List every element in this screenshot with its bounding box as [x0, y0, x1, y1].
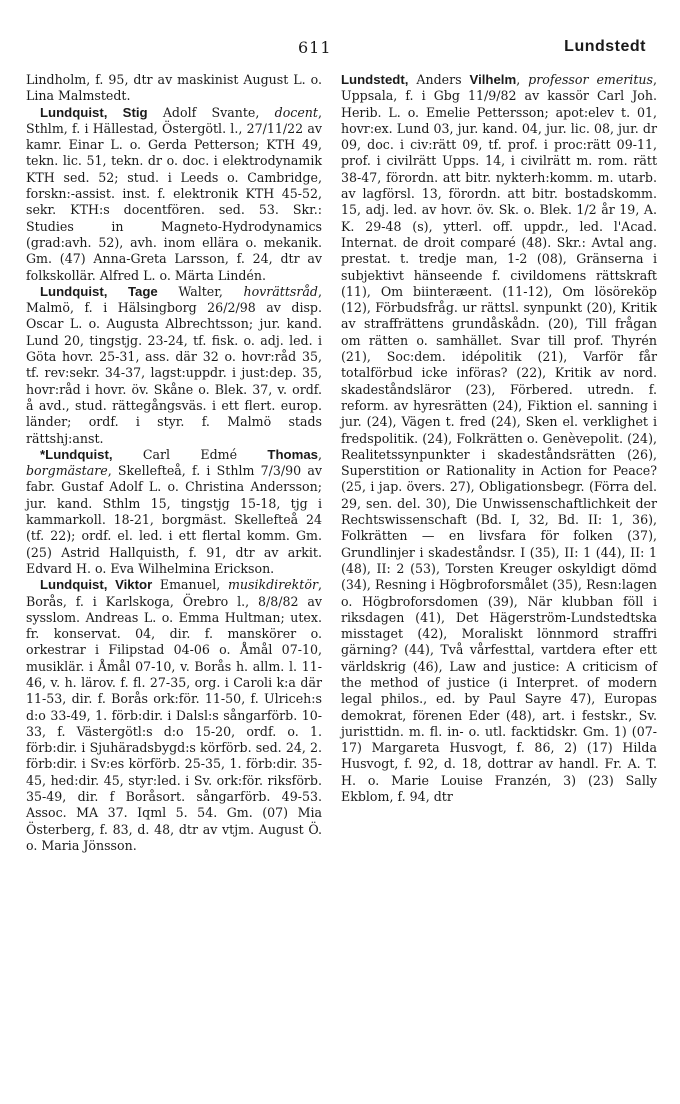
entry-surname: Lundquist,: [40, 283, 108, 299]
entry-surname: *Lundquist,: [40, 446, 113, 462]
entry-given-bold: Tage: [127, 283, 158, 299]
entry-given: ,: [317, 446, 322, 462]
entry-lundquist-viktor: [26, 577, 322, 854]
running-head: Lundstedt: [564, 38, 646, 55]
left-column: [26, 72, 322, 854]
entry-continuation: [26, 72, 322, 105]
entry-body: Lindholm, f. 95, dtr av maskinist August L. o. Lina Malmstedt.: [26, 72, 322, 104]
entry-title: musikdirektör: [227, 577, 318, 593]
entry-given: Anders: [408, 72, 470, 87]
entry-body: , Uppsala, f. i Gbg 11/9/82 av kassör Carl Joh. Herib. L. o. Emelie Pettersson; apot:elev t. 01, hovr:ex. Lund 03, jur. kand. 04, jur. lic. 08, jur. dr 09, doc. i civ:rätt 09, tf. prof. i proc:rätt 09-11, prof. i civilrätt Upps. 14, i civilrätt m. rom. rätt 38-47, förordn. att bitr. nykterh:komm. m. utarb. av lagförsl. 13, förordn. att bitr. bostadskomm. 15, adj. led. av hovr. öv. Sk. o. Blek. 1/2 år 19, A. K. 29-48 (s), ytterl. off. uppdr., led. l'Acad. Internat. de droit comparé (48). Skr.: Avtal ang. prestat. t. tredje man, 1-2 (08), Gränserna i subjektivt hänseende f. civildomens rättskraft (11), Om biinteræent. (11-12), Om lösöreköp (12), Förbudsfråg. ur rättsl. synpunkt (20), Kritik av straffrättens grundåskådn. (20), Till frågan om rätten o. samhället. Svar till prof. Thyrén (21), Soc:dem. idépolitik (21), Varför får totalförbud icke införas? (22), Kritik av nord. skadeståndsläror (23), Förbered. utredn. f. reform. av hyresrätten (24), Fiktion el. sanning i jur. (24), Vägen t. fred (24), Sken el. verklighet i fredspolitik. (24), Folkrätten o. Genèvepolit. (24), Realitetssynpunkter i skadeståndsrätten (26), Superstition or Rationality in Action for Peace? (25, i jap. övers. 27), Obligationsbegr. (Förra del. 29, sen. del. 30), Die Unwissenschaftlichkeit der Rechtswissenschaft (Bd. I, 32, Bd. II: 1, 36), Folkrätten — en livsfara för folken (37), Grundlinjer i skadeståndsr. I (35), II: 1 (44), II: 1 (48), II: 2 (53), Torsten Kreuger oskyldigt dömd (34), Resning i Högbroforsmålet (35), Resn:lagen o. Högbroforsdomen (39), När klubban föll i riksdagen (41), Det Hägerström-Lundstedtska misstaget (42), Moraliskt lönnmord straffri gärning? (44), Två vårfesttal, vartdera efter ett världskrig (46), Law and justice: A criticism of the method of justice (i Interpret. of modern legal philos., ed. by Paul Sayre 47), Europas demokrat, förenen Eder (48), art. i festskr., Sv. juristtidn. m. fl. in- o. utl. facktidskr. Gm. 1) (07-17) Margareta Husvogt, f. 86, 2) (17) Hilda Husvogt, f. 92, d. 18, dottrar av handl. Fr. A. T. H. o. Marie Louise Franzén, 3) (23) Sally Ekblom, f. 94, dtr: [341, 72, 657, 805]
entry-given: Adolf Svante,: [147, 104, 275, 120]
entry-lundstedt-vilhelm: [341, 72, 657, 805]
entry-given-bold: Vilhelm: [469, 72, 517, 87]
entry-given-bold: Viktor: [115, 577, 153, 593]
entry-given-bold: Thomas: [267, 446, 318, 462]
entry-lundquist-thomas: [26, 447, 322, 577]
entry-body: , Malmö, f. i Hälsingborg 26/2/98 av disp. Oscar L. o. Augusta Albrechtsson; jur. kand. Lund 20, tingstjg. 23-24, tf. fisk. o. adj. led. i Göta hovr. 25-31, ass. där 32 o. hovr:råd 35, tf. rev:sekr. 34-37, lagst:uppdr. i just:dep. 35, hovr:råd i hovr. öv. Skåne o. Blek. 37, v. ordf. å avd., stud. rättegångsväs. i ett flert. europ. länder; ordf. i styr. f. Malmö stads rättshj:anst.: [26, 283, 322, 446]
entry-title: borgmästare: [26, 463, 108, 479]
entry-surname: Lundquist,: [40, 577, 108, 593]
entry-given: Walter,: [157, 283, 244, 299]
right-column: [341, 72, 657, 805]
entry-title: docent: [274, 104, 318, 120]
entry-given: Emanuel,: [152, 577, 228, 593]
entry-body: , Sthlm, f. i Hällestad, Östergötl. l., 27/11/22 av kamr. Einar L. o. Gerda Petterson; KTH 49, tekn. lic. 51, tekn. dr o. doc. i elektrodynamik KTH sed. 52; stud. i Leeds o. Cambridge, forskn:-assist. inst. f. elektronik KTH 45-52, sekr. KTH:s docentfören. sed. 53. Skr.: Studies in Magneto-Hydrodynamics (grad:avh. 52), avh. inom ellära o. mekanik. Gm. (47) Anna-Greta Larsson, f. 24, dtr av folkskollär. Alfred L. o. Märta Lindén.: [26, 104, 322, 283]
entry-given: ,: [516, 72, 529, 87]
entry-given: Carl Edmé: [112, 446, 268, 462]
entry-surname: Lundquist,: [40, 104, 108, 120]
entry-body: , Skellefteå, f. i Sthlm 7/3/90 av fabr. Gustaf Adolf L. o. Christina Andersson; jur. kand. Sthlm 15, tingstjg 15-18, tjg i kammarkoll. 18-21, borgmäst. Skellefteå 24 (tf. 22); ordf. el. led. i ett flertal komm. Gm. (25) Astrid Hallquisth, f. 91, dtr av arkit. Edvard H. o. Eva Wilhelmina Erickson.: [26, 463, 322, 576]
entry-body: , Borås, f. i Karlskoga, Örebro l., 8/8/82 av sysslom. Andreas L. o. Emma Hultman; utex. fr. konservat. 04, dir. f. manskörer o. orkestrar i Filipstad 04-06 o. Åmål 07-10, musiklär. i Åmål 07-10, v. Borås h. allm. l. 11-46, v. h. lärov. f. fl. 27-35, org. i Caroli k:a där 11-53, dir. f. Borås ork:för. 11-50, f. Ulriceh:s d:o 33-49, 1. förb:dir. i Dalsl:s sångarförb. 10-33, f. Västergötl:s d:o 15-20, ordf. o. 1. förb:dir. i Sjuhäradsbygd:s körförb. sed. 24, 2. förb:dir. i Sv:es körförb. 25-35, 1. förb:dir. 35-45, hed:dir. 45, styr:led. i Sv. ork:för. riksförb. 35-49, dir. f Boråsort. sångarförb. 49-53. Assoc. MA 37. Iqml 5. 54. Gm. (07) Mia Österberg, f. 83, d. 48, dtr av vtjm. August Ö. o. Maria Jönsson.: [26, 577, 322, 853]
entry-surname: Lundstedt,: [341, 72, 409, 87]
entry-title: hovrättsråd: [243, 283, 318, 299]
entry-given-bold: Stig: [122, 104, 148, 120]
page-header: [0, 38, 680, 62]
entry-lundquist-tage: [26, 284, 322, 447]
entry-title: professor emeritus: [528, 72, 653, 87]
page-number: 611: [298, 38, 332, 57]
entry-lundquist-stig: [26, 105, 322, 284]
